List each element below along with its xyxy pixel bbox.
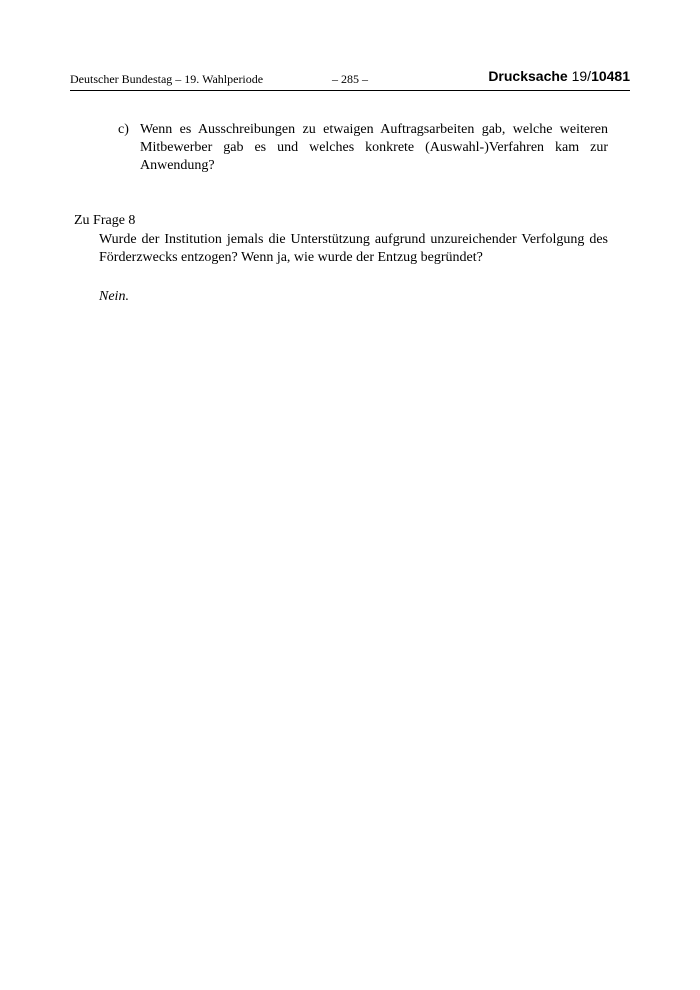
list-item-text: Wenn es Ausschreibungen zu etwaigen Auftragsarbeiten gab, welche weiteren Mitbewerber gab es und welches konkrete (Auswahl-)Verfahren kam zur Anwendung? <box>140 122 608 173</box>
answer-text: Nein. <box>99 289 129 304</box>
question-heading: Zu Frage 8 <box>74 213 136 228</box>
page-header <box>70 68 630 91</box>
list-item-c <box>118 121 608 175</box>
header-page-number: – 285 – <box>332 72 368 86</box>
list-item-marker: c) <box>118 122 129 137</box>
header-doc-label: Drucksache <box>488 68 568 84</box>
question-text: Wurde der Institution jemals die Unterstützung aufgrund unzureichender Verfolgung des Förderzwecks entzogen? Wenn ja, wie wurde der Entzug begründet? <box>99 232 608 265</box>
header-doc-number: 10481 <box>591 68 630 84</box>
header-document-id <box>488 68 630 84</box>
header-parliament-period: Deutscher Bundestag – 19. Wahlperiode <box>70 72 264 86</box>
header-doc-prefix: 19/ <box>571 68 592 84</box>
